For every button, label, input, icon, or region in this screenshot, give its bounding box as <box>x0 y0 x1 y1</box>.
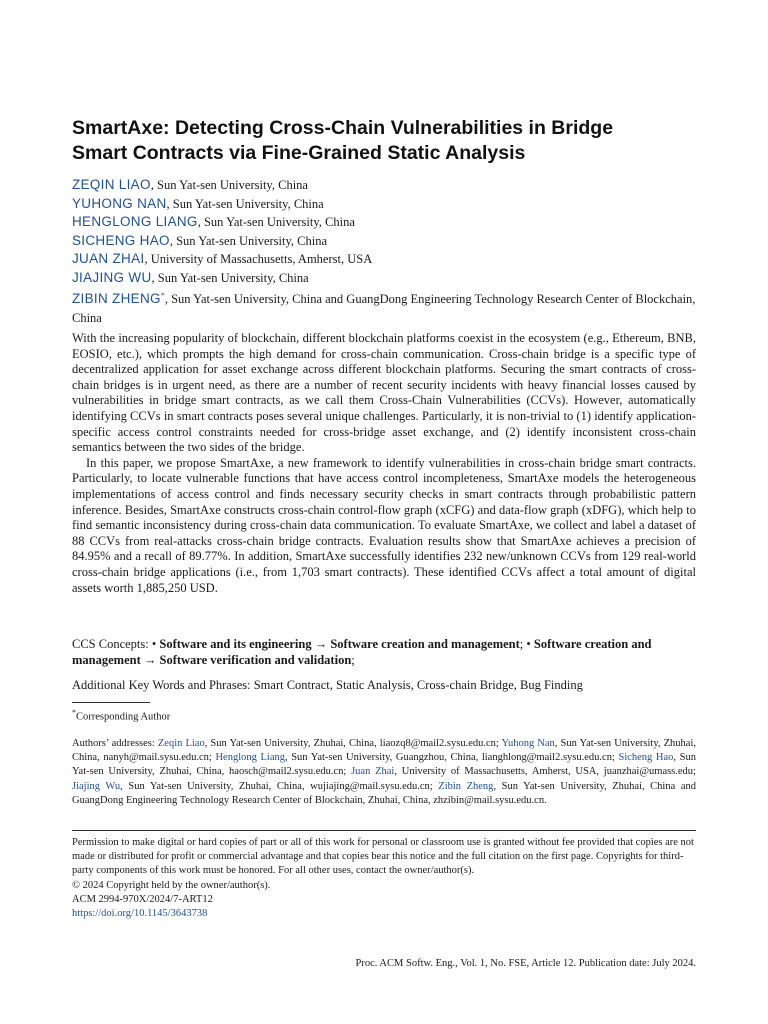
ccs-concept: Software and its engineering → Software creation and management <box>159 637 520 651</box>
acm-id: ACM 2994-970X/2024/7-ART12 <box>72 893 213 905</box>
address-info: , Sun Yat-sen University, Zhuhai, China, liaozq8@mail2.sysu.edu.cn; <box>204 738 502 749</box>
author-affiliation: , Sun Yat-sen University, China <box>151 270 309 285</box>
ccs-separator: ; <box>519 637 527 651</box>
corresponding-marker: * <box>160 291 165 300</box>
copyright-line: © 2024 Copyright held by the owner/author(s). <box>72 879 271 891</box>
author-affiliation: , University of Massachusetts, Amherst, USA <box>144 252 373 266</box>
address-author-link[interactable]: Yuhong Nan <box>501 738 555 749</box>
author-name: ZIBIN ZHENG <box>72 291 161 307</box>
address-info: , University of Massachusetts, Amherst, USA, juanzhai@umass.edu; <box>394 766 696 778</box>
page-footer: Proc. ACM Softw. Eng., Vol. 1, No. FSE, Article 12. Publication date: July 2024. <box>355 958 696 969</box>
addresses-lead: Authors’ addresses: <box>72 738 158 749</box>
author-entry <box>72 176 696 195</box>
ccs-concepts <box>72 636 696 668</box>
ccs-bullet: • <box>151 637 160 651</box>
footnote <box>72 706 696 724</box>
keywords: Additional Key Words and Phrases: Smart Contract, Static Analysis, Cross-chain Bridge, Bug Finding <box>72 678 583 692</box>
address-info: , Sun Yat-sen University, Zhuhai, China and GuangDong Engineering Technology Research Center of Blockchain, Zhuhai, China, zhzibin@mail.sysu.edu.cn. <box>72 780 696 806</box>
author-affiliation: , Sun Yat-sen University, China and GuangDong Engineering Technology Research Center of Blockchain, China <box>72 292 696 325</box>
abstract-paragraph-2: In this paper, we propose SmartAxe, a new framework to identify vulnerabilities in cross-chain bridge smart contracts. Particularly, to locate vulnerable functions that have access control incompleteness, SmartAxe models the heterogeneous implementations of access control and finds necessary security checks in smart contracts through probabilistic pattern inference. Besides, SmartAxe constructs cross-chain control-flow graph (xCFG) and data-flow graph (xDFG), which help to find semantic inconsistency during cross-chain data communication. To evaluate SmartAxe, we collect and label a dataset of 88 CCVs from real-attacks cross-chain bridge contracts. Evaluation results show that SmartAxe achieves a precision of 84.95% and a recall of 89.77%. In addition, SmartAxe successfully identifies 232 new/unknown CCVs from 129 real-world cross-chain bridge applications (i.e., from 1,703 smart contracts). These identified CCVs affect a total amount of digital assets worth 1,885,250 USD. <box>72 455 696 595</box>
author-entry <box>72 269 696 288</box>
permission-text: Permission to make digital or hard copies of part or all of this work for personal or classroom use is granted without fee provided that copies are not made or distributed for profit or commercial advantage and that copies bear this notice and the full citation on the first page. Copyrights for third-party components of this work must be honored. For all other uses, contact the owner/author(s). <box>72 837 694 877</box>
paper-title <box>72 116 696 166</box>
permission-block <box>72 836 696 921</box>
author-list <box>72 176 696 327</box>
author-name: HENGLONG LIANG <box>72 214 198 229</box>
footnote-marker: * <box>72 708 76 717</box>
author-entry <box>72 195 696 214</box>
author-name: JUAN ZHAI <box>72 251 145 266</box>
address-info: , Sun Yat-sen University, Zhuhai, China, nanyh@mail.sysu.edu.cn; <box>72 738 696 764</box>
address-author-link[interactable]: Zibin Zheng <box>438 780 494 792</box>
address-info: , Sun Yat-sen University, Zhuhai, China, haosch@mail2.sysu.edu.cn; <box>72 752 696 778</box>
permission-divider <box>72 830 696 831</box>
ccs-bullet: • <box>526 637 534 651</box>
author-name: YUHONG NAN <box>72 195 167 211</box>
title-line-2: Smart Contracts via Fine-Grained Static Analysis <box>72 142 526 164</box>
author-entry <box>72 250 696 269</box>
author-entry <box>72 287 696 327</box>
address-author-link[interactable]: Juan Zhai <box>351 766 395 778</box>
author-affiliation: , Sun Yat-sen University, China <box>169 233 328 248</box>
author-entry <box>72 213 696 232</box>
author-entry <box>72 232 696 251</box>
address-author-link[interactable]: Henglong Liang <box>215 752 285 764</box>
abstract-paragraph-1: With the increasing popularity of blockchain, different blockchain platforms coexist in the ecosystem (e.g., Ethereum, BNB, EOSIO, etc.), which prompts the high demand for cross-chain communication. Cross-chain bridge is a specific type of decentralized application for asset exchange across different blockchain platforms. Securing the smart contracts of cross-chain bridges is in urgent need, as there are a number of recent security incidents with heavy financial losses caused by vulnerabilities in bridge smart contracts, as we call them Cross-Chain Vulnerabilities (CCVs). However, automatically identifying CCVs in smart contracts poses several unique challenges. Particularly, it is non-trivial to (1) identify application-specific access control constraints needed for cross-bridge asset exchange, and (2) identify inconsistent cross-chain semantics between the two sides of the bridge. <box>72 331 696 455</box>
footnote-divider <box>72 702 150 703</box>
authors-addresses <box>72 737 696 808</box>
author-name: SICHENG HAO <box>72 232 170 248</box>
author-name: ZEQIN LIAO <box>72 177 151 192</box>
address-info: , Sun Yat-sen University, Zhuhai, China, wujiajing@mail.sysu.edu.cn; <box>120 780 439 792</box>
footnote-text: Corresponding Author <box>76 711 171 723</box>
author-affiliation: , Sun Yat-sen University, China <box>166 196 324 211</box>
address-author-link[interactable]: Zeqin Liao <box>157 738 205 749</box>
address-info: , Sun Yat-sen University, Guangzhou, China, lianghlong@mail2.sysu.edu.cn; <box>284 752 619 764</box>
author-name: JIAJING WU <box>72 269 152 285</box>
ccs-label: CCS Concepts: <box>72 637 152 651</box>
address-author-link[interactable]: Jiajing Wu <box>72 780 121 792</box>
abstract <box>72 331 696 596</box>
author-affiliation: , Sun Yat-sen University, China <box>197 215 355 229</box>
author-affiliation: , Sun Yat-sen University, China <box>150 178 308 192</box>
ccs-end: ; <box>351 653 355 667</box>
title-line-1: SmartAxe: Detecting Cross-Chain Vulnerabilities in Bridge <box>72 117 614 139</box>
ccs-concept: Software creation and management → Software verification and validation <box>72 637 652 667</box>
address-author-link[interactable]: Sicheng Hao <box>618 752 674 764</box>
doi-link[interactable]: https://doi.org/10.1145/3643738 <box>72 908 208 920</box>
